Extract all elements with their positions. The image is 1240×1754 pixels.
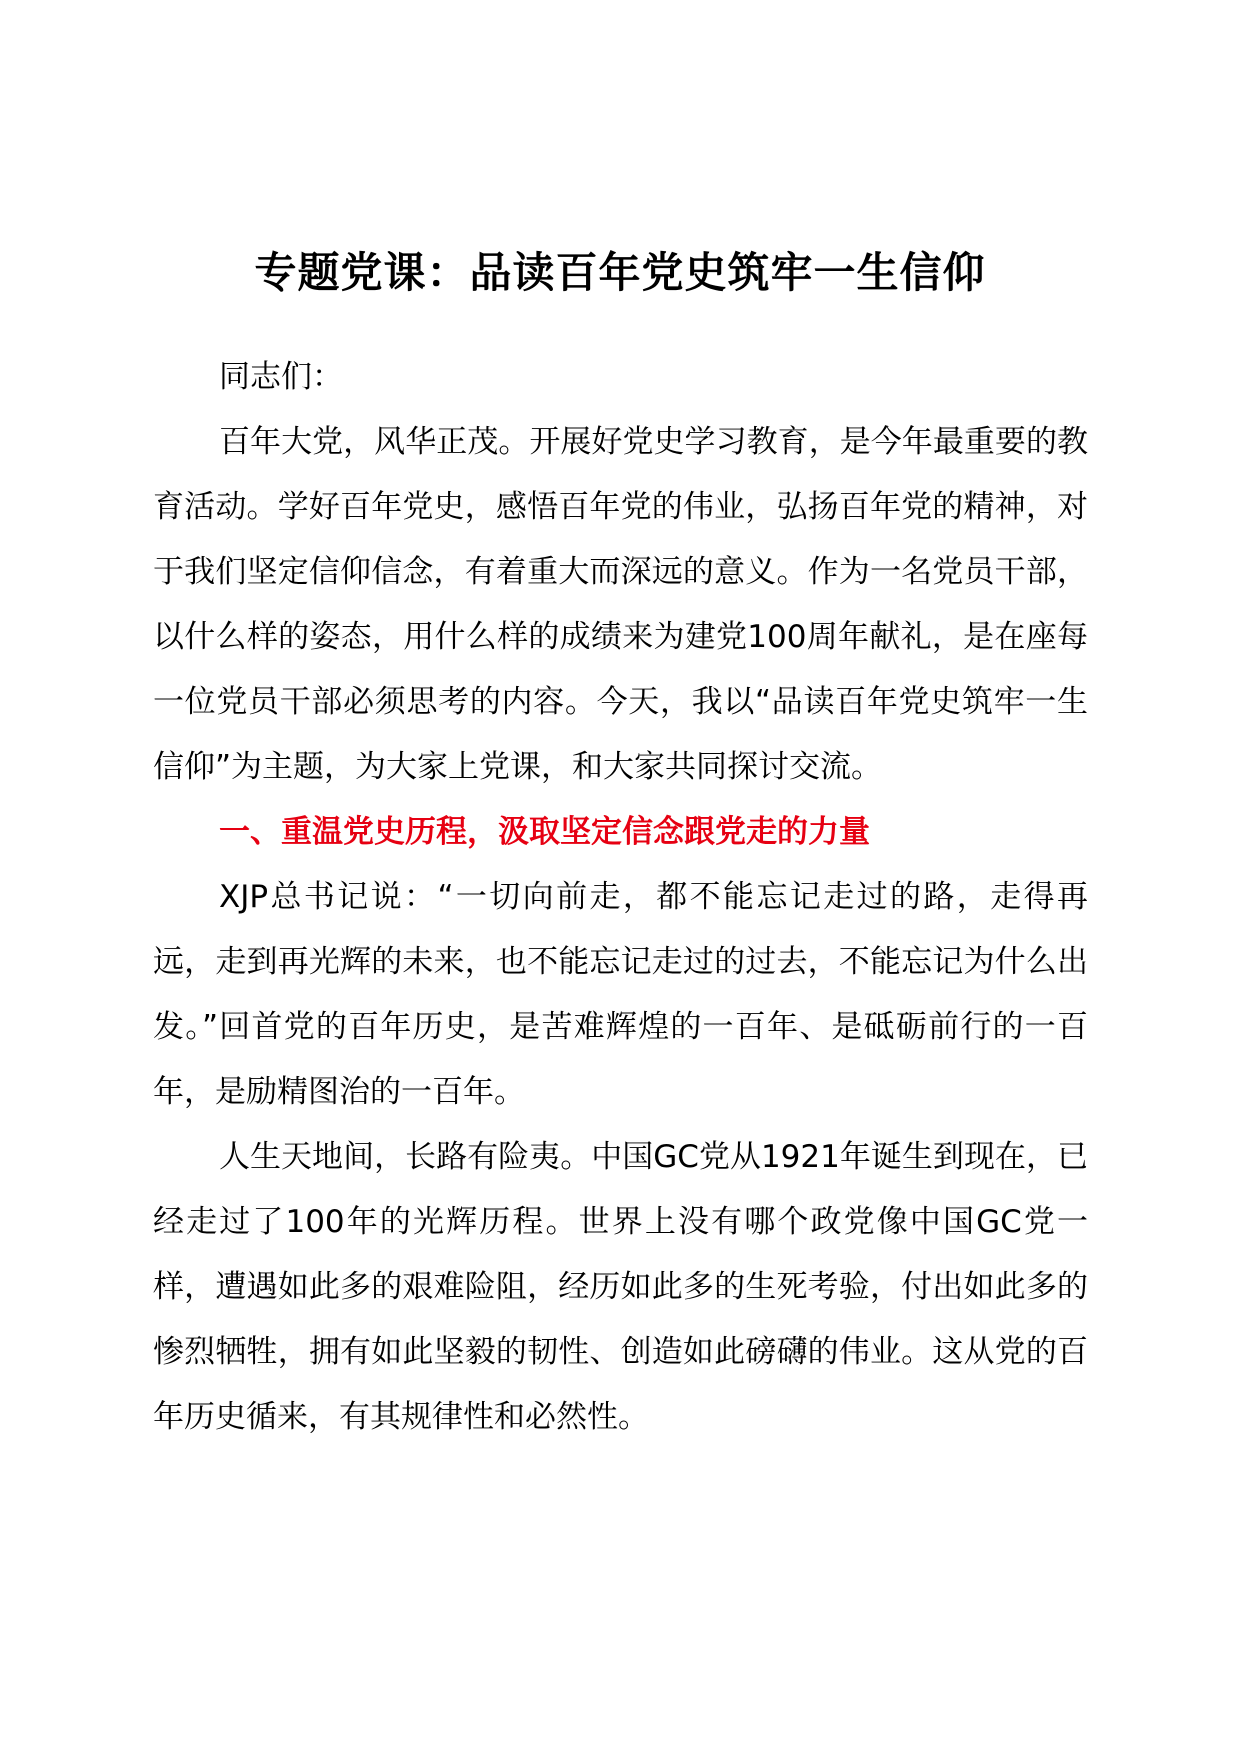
salutation: 同志们：: [219, 359, 343, 395]
document-body: [153, 345, 1088, 1450]
document-title: 专题党课：品读百年党史筑牢一生信仰: [254, 248, 986, 297]
section-paragraph-1: XJP总书记说：“一切向前走，都不能忘记走过的路，走得再远，走到再光辉的未来，也不能忘记走过的过去，不能忘记为什么出发。”回首党的百年历史，是苦难辉煌的一百年、是砥砺前行的一百年，是励精图治的一百年。: [153, 879, 1088, 1110]
intro-paragraph: 百年大党，风华正茂。开展好党史学习教育，是今年最重要的教育活动。学好百年党史，感悟百年党的伟业，弘扬百年党的精神，对于我们坚定信仰信念，有着重大而深远的意义。作为一名党员干部，以什么样的姿态，用什么样的成绩来为建党100周年献礼，是在座每一位党员干部必须思考的内容。今天，我以“品读百年党史筑牢一生信仰”为主题，为大家上党课，和大家共同探讨交流。: [153, 424, 1088, 785]
section-heading: 一、重温党史历程，汲取坚定信念跟党走的力量: [219, 814, 870, 850]
section-paragraph-2: 人生天地间，长路有险夷。中国GC党从1921年诞生到现在，已经走过了100年的光辉历程。世界上没有哪个政党像中国GC党一样，遭遇如此多的艰难险阻，经历如此多的生死考验，付出如此多的惨烈牺牲，拥有如此坚毅的韧性、创造如此磅礴的伟业。这从党的百年历史循来，有其规律性和必然性。: [153, 1139, 1088, 1435]
